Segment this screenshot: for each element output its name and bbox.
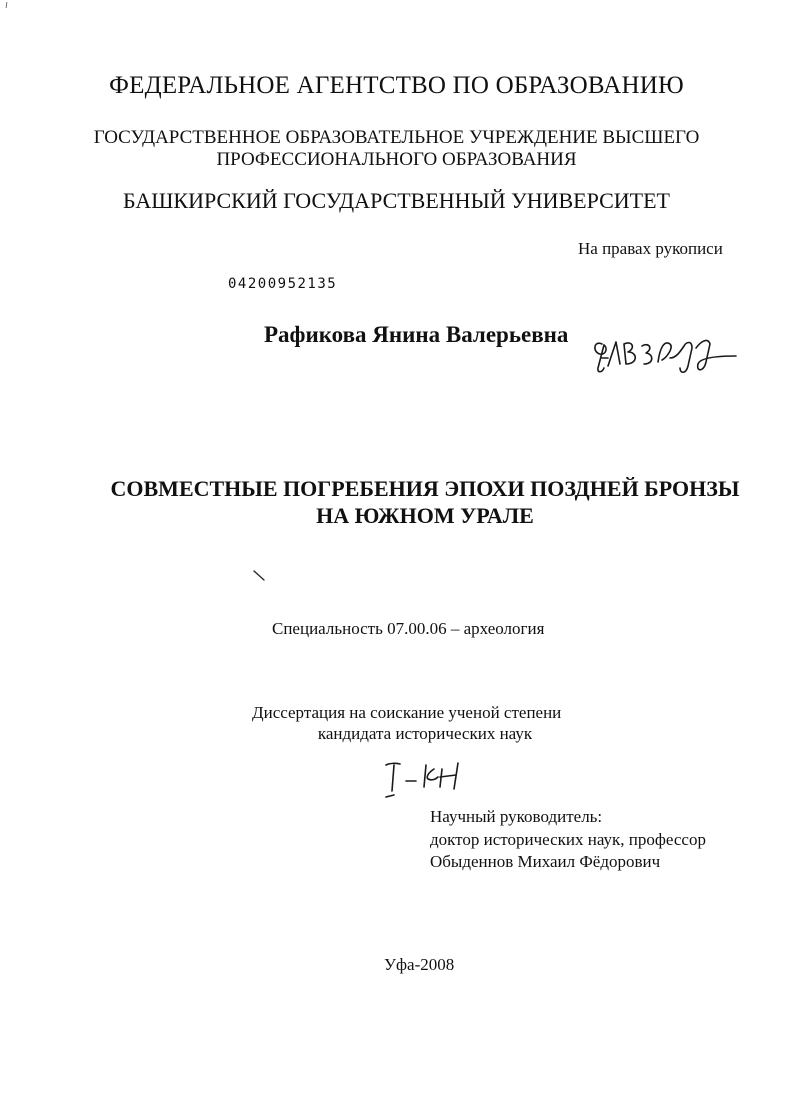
agency-heading: ФЕДЕРАЛЬНОЕ АГЕНТСТВО ПО ОБРАЗОВАНИЮ xyxy=(109,72,684,99)
university-name: БАШКИРСКИЙ ГОСУДАРСТВЕННЫЙ УНИВЕРСИТЕТ xyxy=(123,188,670,213)
handwritten-note xyxy=(380,757,480,803)
pen-tick-mark xyxy=(252,569,266,583)
degree-line-2: кандидата исторических наук xyxy=(317,724,533,743)
supervisor-title: доктор исторических наук, профессор xyxy=(430,830,706,849)
institution-line-1: ГОСУДАРСТВЕННОЕ ОБРАЗОВАТЕЛЬНОЕ УЧРЕЖДЕНИЕ ВЫСШЕГО xyxy=(93,127,700,148)
degree-line-1: Диссертация на соискание ученой степени xyxy=(252,703,562,722)
supervisor-label: Научный руководитель: xyxy=(430,807,603,826)
institution-line-2: ПРОФЕССИОНАЛЬНОГО ОБРАЗОВАНИЯ xyxy=(216,149,577,170)
dissertation-title-line-2: НА ЮЖНОМ УРАЛЕ xyxy=(316,503,534,528)
supervisor-name: Обыденнов Михаил Фёдорович xyxy=(430,852,661,871)
place-and-year: Уфа-2008 xyxy=(384,955,455,974)
author-signature xyxy=(588,318,738,380)
dissertation-title-line-1: СОВМЕСТНЫЕ ПОГРЕБЕНИЯ ЭПОХИ ПОЗДНЕЙ БРОНЗЫ xyxy=(110,476,740,501)
corner-mark xyxy=(4,2,10,10)
catalog-code: 04200952135 xyxy=(228,276,338,292)
author-name: Рафикова Янина Валерьевна xyxy=(264,322,569,347)
rights-notice: На правах рукописи xyxy=(578,239,723,258)
specialty-line: Специальность 07.00.06 – археология xyxy=(272,619,545,638)
